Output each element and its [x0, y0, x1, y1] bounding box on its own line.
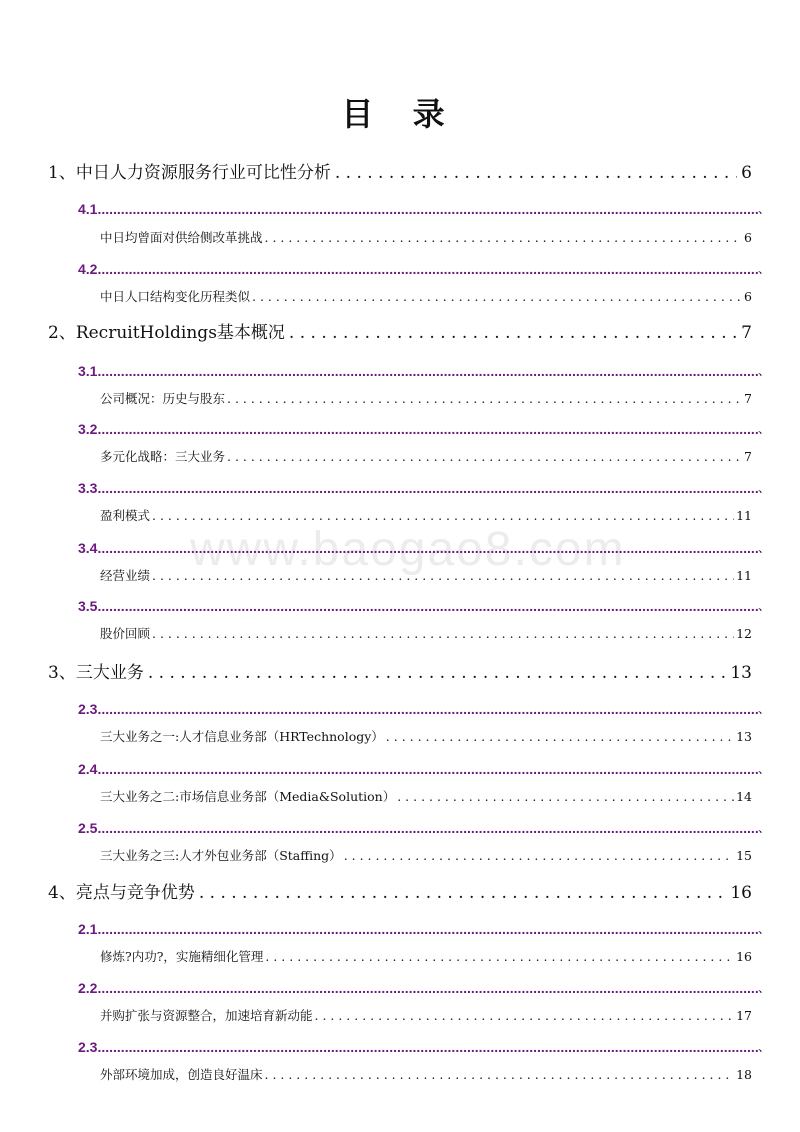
toc-entry-text: 股价回顾: [100, 626, 151, 641]
toc-leader: [148, 660, 727, 686]
toc-entry-text: 盈利模式: [100, 508, 151, 523]
toc-entry-text: 修炼?内功?，实施精细化管理: [100, 949, 264, 964]
page-title: 目 录: [341, 95, 459, 133]
toc-subsection-title[interactable]: [100, 846, 752, 866]
toc-subsection[interactable]: [78, 420, 770, 438]
toc-page-number: 6: [741, 163, 752, 183]
toc-page-number: 、: [757, 364, 770, 378]
toc-subsection-number: 2.3: [78, 701, 98, 717]
toc-page-number: 、: [757, 481, 770, 495]
toc-subsection-title[interactable]: [100, 506, 752, 526]
toc-subsection-title[interactable]: [100, 624, 752, 644]
toc-subsection-title[interactable]: [100, 287, 752, 307]
toc-leader: [227, 389, 742, 409]
toc-subsection-number: 3.4: [78, 540, 98, 556]
toc-page-number: 7: [744, 391, 752, 406]
toc-page-number: 、: [757, 599, 770, 613]
toc-leader: [97, 920, 758, 938]
toc-leader: [199, 880, 727, 906]
toc-subsection-number: 2.3: [78, 1039, 98, 1055]
toc-subsection[interactable]: [78, 597, 770, 615]
toc-subsection[interactable]: [78, 760, 770, 778]
toc-subsection-number: 3.3: [78, 480, 98, 496]
toc-leader: [97, 200, 758, 218]
toc-subsection-number: 3.1: [78, 363, 98, 379]
toc-subsection-title[interactable]: [100, 1006, 752, 1026]
toc-subsection[interactable]: [78, 362, 770, 380]
toc-page-number: 11: [736, 568, 752, 583]
toc-subsection-title[interactable]: [100, 1065, 752, 1085]
toc-page-number: 16: [736, 949, 752, 964]
toc-page-number: 15: [736, 848, 752, 863]
toc-page-number: 14: [736, 789, 752, 804]
toc-page-number: 、: [757, 1040, 770, 1054]
toc-leader: [265, 947, 734, 967]
toc-page-number: 、: [757, 762, 770, 776]
toc-section-2[interactable]: [48, 320, 752, 346]
toc-leader: [289, 320, 737, 346]
toc-page-number: 13: [730, 663, 752, 683]
toc-entry-text: 经营业绩: [100, 568, 151, 583]
toc-entry-text: 三大业务之三:人才外包业务部（Staffing）: [100, 848, 342, 863]
toc-leader: [97, 539, 758, 557]
toc-entry-text: 三大业务之一:人才信息业务部（HRTechnology）: [100, 729, 384, 744]
toc-leader: [386, 727, 734, 747]
toc-leader: [97, 819, 758, 837]
toc-leader: [97, 260, 758, 278]
toc-page-number: 、: [757, 702, 770, 716]
toc-page-number: 、: [757, 821, 770, 835]
toc-page-number: 、: [757, 202, 770, 216]
toc-page-number: 、: [757, 541, 770, 555]
toc-subsection-number: 4.1: [78, 201, 98, 217]
toc-page-number: 7: [744, 449, 752, 464]
toc-subsection[interactable]: [78, 479, 770, 497]
toc-entry-text: 多元化战略：三大业务: [100, 449, 226, 464]
toc-leader: [97, 362, 758, 380]
toc-subsection-number: 2.2: [78, 980, 98, 996]
toc-subsection[interactable]: [78, 200, 770, 218]
toc-leader: [265, 228, 743, 248]
toc-subsection[interactable]: [78, 700, 770, 718]
toc-subsection-number: 4.2: [78, 261, 98, 277]
toc-subsection-title[interactable]: [100, 447, 752, 467]
toc-leader: [97, 597, 758, 615]
toc-page-number: 16: [730, 883, 752, 903]
toc-subsection-number: 2.5: [78, 820, 98, 836]
toc-page-number: 18: [736, 1067, 752, 1082]
toc-subsection[interactable]: [78, 260, 770, 278]
toc-subsection-title[interactable]: [100, 787, 752, 807]
toc-entry-text: 三大业务之二:市场信息业务部（Media&Solution）: [100, 789, 396, 804]
toc-subsection-title[interactable]: [100, 566, 752, 586]
toc-leader: [97, 760, 758, 778]
toc-subsection[interactable]: [78, 979, 770, 997]
toc-section-3[interactable]: [48, 660, 752, 686]
toc-subsection[interactable]: [78, 539, 770, 557]
toc-leader: [152, 624, 734, 644]
toc-subsection-title[interactable]: [100, 389, 752, 409]
toc-leader: [252, 287, 742, 307]
toc-subsection-title[interactable]: [100, 727, 752, 747]
toc-subsection-number: 2.4: [78, 761, 98, 777]
toc-page-number: 12: [736, 626, 752, 641]
toc-entry-text: 3、三大业务: [48, 663, 144, 683]
toc-leader: [227, 447, 742, 467]
toc-page-number: 17: [736, 1008, 752, 1023]
toc-subsection-title[interactable]: [100, 228, 752, 248]
toc-subsection[interactable]: [78, 920, 770, 938]
toc-entry-text: 外部环境加成，创造良好温床: [100, 1067, 263, 1082]
watermark: www.baogao8.com: [190, 523, 626, 576]
toc-entry-text: 公司概况：历史与股东: [100, 391, 226, 406]
toc-leader: [152, 566, 734, 586]
toc-leader: [344, 846, 734, 866]
toc-leader: [152, 506, 734, 526]
toc-subsection-title[interactable]: [100, 947, 752, 967]
toc-entry-text: 4、亮点与竞争优势: [48, 883, 195, 903]
toc-page-number: 11: [736, 508, 752, 523]
toc-leader: [397, 787, 734, 807]
toc-entry-text: 1、中日人力资源服务行业可比性分析: [48, 163, 331, 183]
toc-leader: [97, 1038, 758, 1056]
toc-subsection-number: 2.1: [78, 921, 98, 937]
toc-page-number: 、: [757, 262, 770, 276]
toc-subsection-number: 3.2: [78, 421, 98, 437]
toc-leader: [265, 1065, 735, 1085]
toc-page-number: 13: [736, 729, 752, 744]
toc-subsection-number: 3.5: [78, 598, 98, 614]
toc-entry-text: 并购扩张与资源整合，加速培育新动能: [100, 1008, 313, 1023]
toc-entry-text: 中日人口结构变化历程类似: [100, 289, 251, 304]
toc-page-number: 、: [757, 981, 770, 995]
toc-entry-text: 中日均曾面对供给侧改革挑战: [100, 230, 263, 245]
toc-subsection[interactable]: [78, 819, 770, 837]
toc-page-number: 6: [744, 289, 752, 304]
toc-leader: [97, 700, 758, 718]
toc-leader: [97, 479, 758, 497]
toc-leader: [97, 979, 758, 997]
toc-page-number: 7: [741, 323, 752, 343]
toc-leader: [335, 160, 737, 186]
toc-entry-text: 2、RecruitHoldings基本概况: [48, 323, 285, 343]
toc-page-number: 、: [757, 922, 770, 936]
toc-section-1[interactable]: [48, 160, 752, 186]
toc-page-number: 6: [744, 230, 752, 245]
toc-section-4[interactable]: [48, 880, 752, 906]
toc-subsection[interactable]: [78, 1038, 770, 1056]
toc-leader: [315, 1006, 735, 1026]
toc-page-number: 、: [757, 422, 770, 436]
toc-leader: [97, 420, 758, 438]
